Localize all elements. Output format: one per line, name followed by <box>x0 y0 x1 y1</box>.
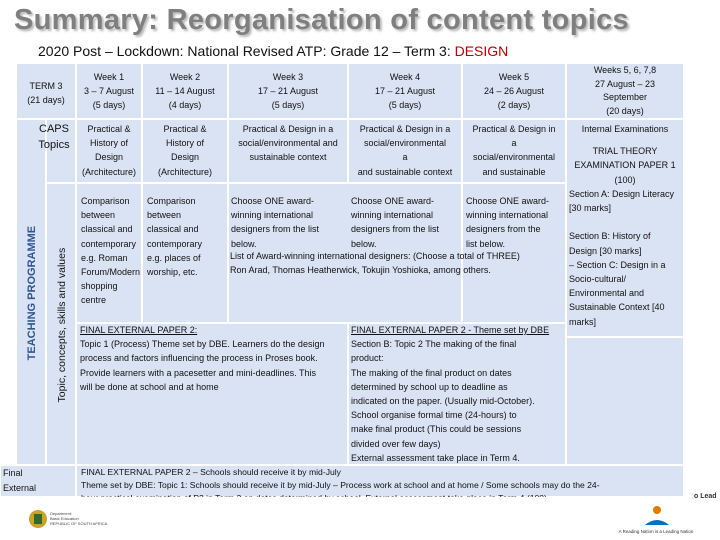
fep2-process-body: Topic 1 (Process) Theme set by DBE. Learners do the design process and factors influencing the process in Proses book. Provide learners with a pacesetter and mini-deadlines. This will be done at school and at home <box>80 339 325 392</box>
exam-column <box>566 119 684 337</box>
reading-person-icon <box>642 505 672 527</box>
week-1-header: Week 1 3 – 7 August (5 days) <box>76 63 142 119</box>
caps-topic-week-3: Practical & Design in a social/environmental and sustainable context <box>228 119 348 183</box>
fep2-product-cell <box>348 323 566 465</box>
caps-topic-week-4: Practical & Design in a social/environmental a and sustainable context <box>348 119 462 183</box>
footer <box>0 493 720 540</box>
fep2-process-cell <box>76 323 348 465</box>
fep2-product-heading-text: FINAL EXTERNAL PAPER 2 - Theme set by DBE <box>351 325 550 335</box>
department-name: Department: Basic Education REPUBLIC OF SOUTH AFRICA <box>50 511 108 526</box>
slide-subtitle <box>38 43 508 59</box>
fep2-process-heading: FINAL EXTERNAL PAPER 2: <box>80 325 198 335</box>
slogan: A Reading Nation is a Leading Nation <box>618 529 694 534</box>
award-designers-list: List of Award-winning international designers: (Choose a total of THREE) Ron Arad, Thomas Heatherwick, Tokujin Yoshioka, among others. <box>230 251 520 276</box>
subtitle-main: 2020 Post – Lockdown: National Revised ATP: Grade 12 – Term 3: <box>38 43 455 59</box>
caps-topic-week-5: Practical & Design in a social/environmental and sustainable <box>462 119 566 183</box>
term-header: TERM 3 (21 days) <box>16 63 76 119</box>
trial-exam-heading: TRIAL THEORY EXAMINATION PAPER 1 (100) <box>574 146 676 185</box>
week-4-header: Week 4 17 – 21 August (5 days) <box>348 63 462 119</box>
lead-text: o Lead <box>694 493 717 500</box>
caps-topics-label: CAPS Topics <box>38 123 70 151</box>
reading-nation-logo <box>606 501 706 539</box>
teaching-programme-label: TEACHING PROGRAMME <box>25 225 38 361</box>
exam-sections: Section A: Design Literacy [30 marks] Section B: History of Design [30 marks] – Section C: Design in a Socio-cultural/ Environmental and Sustainable Context [40 marks] <box>569 188 675 327</box>
summary-table <box>3 63 684 497</box>
topic-concepts-label: Topic, concepts, skills and values <box>55 247 68 403</box>
topic-concepts-cell <box>46 183 76 465</box>
caps-topic-week-1: Practical & History of Design (Architecture) <box>76 119 142 183</box>
coat-of-arms-icon <box>28 509 48 529</box>
slide-title: Summary: Reorganisation of content topics <box>14 4 629 36</box>
caps-topic-week-2: Practical & History of Design (Architecture) <box>142 119 228 183</box>
internal-exams: Internal Examinations <box>581 124 669 134</box>
weeks-5-8-header: Weeks 5, 6, 7,8 27 August – 23 September (20 days) <box>566 63 684 119</box>
topics-week-2: Comparison between classical and contemporary e.g. places of worship, etc. <box>142 183 228 323</box>
week-2-header: Week 2 11 – 14 August (4 days) <box>142 63 228 119</box>
topics-week-1: Comparison between classical and contemporary e.g. Roman Forum/Modern shopping centre <box>76 183 142 323</box>
topics-week-3: Choose ONE award- winning international designers from the list below. <box>231 196 320 249</box>
final-external-label: Final External <box>0 465 76 497</box>
department-logo <box>28 509 148 539</box>
fep2-product-body: Section B: Topic 2 The making of the final product: The making of the final product on dates determined by school up to deadline as indicated on the paper. (Usually mid-October). School organise formal time (24-hours) to make final product (This could be sessions divided over few days) External assessment take place in Term 4. <box>351 339 535 463</box>
fep2-product-heading <box>351 323 563 337</box>
final-external-text: FINAL EXTERNAL PAPER 2 – Schools should receive it by mid-July Theme set by DBE: Topic 1: Schools should receive it by mid-July – Process work at school and at home / Some schools may do the 24- <box>76 465 684 497</box>
topics-week-4: Choose ONE award- winning international designers from the list below. <box>351 196 440 249</box>
week-3-header: Week 3 17 – 21 August (5 days) <box>228 63 348 119</box>
topics-week-5: Choose ONE award- winning international designers from the list below. <box>462 183 566 323</box>
week-5-header: Week 5 24 – 26 August (2 days) <box>462 63 566 119</box>
subtitle-subject: DESIGN <box>454 43 509 59</box>
